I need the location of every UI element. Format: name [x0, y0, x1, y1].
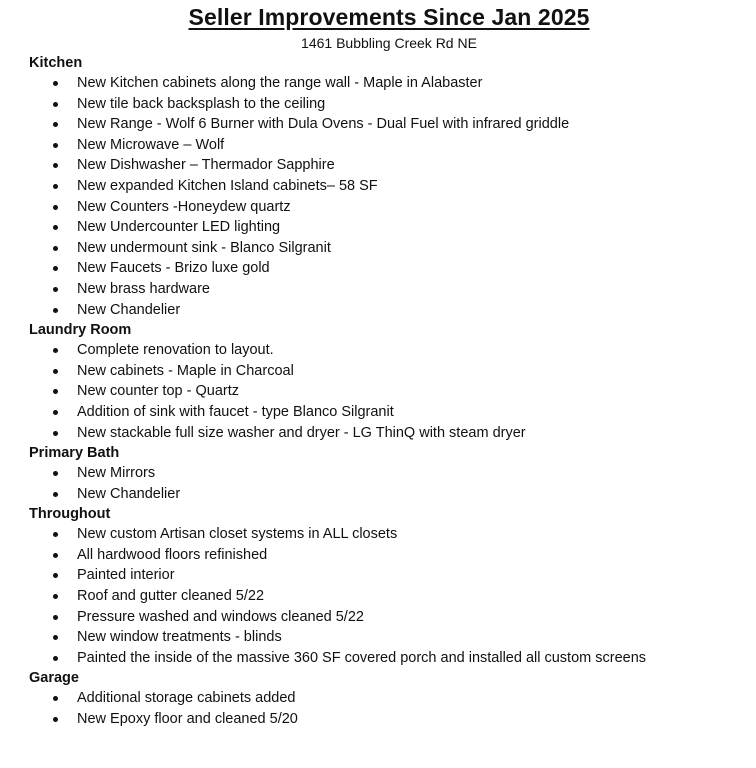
list-item: Pressure washed and windows cleaned 5/22 — [29, 607, 749, 628]
list-item: Additional storage cabinets added — [29, 688, 749, 709]
list-item: Painted interior — [29, 565, 749, 586]
list-item: New Faucets - Brizo luxe gold — [29, 258, 749, 279]
section-heading: Primary Bath — [29, 445, 120, 462]
section-heading: Garage — [29, 670, 79, 687]
section-throughout — [29, 504, 749, 668]
section-laundry-room — [29, 320, 749, 443]
section-heading: Throughout — [29, 506, 111, 523]
bullet-list — [29, 524, 749, 668]
list-item: Roof and gutter cleaned 5/22 — [29, 586, 749, 607]
list-item: New undermount sink - Blanco Silgranit — [29, 238, 749, 259]
list-item: New Dishwasher – Thermador Sapphire — [29, 155, 749, 176]
list-item: New tile back backsplash to the ceiling — [29, 94, 749, 115]
list-item: New Undercounter LED lighting — [29, 217, 749, 238]
list-item: New Range - Wolf 6 Burner with Dula Ovens - Dual Fuel with infrared griddle — [29, 114, 749, 135]
list-item: Complete renovation to layout. — [29, 340, 749, 361]
list-item: New Epoxy floor and cleaned 5/20 — [29, 709, 749, 730]
section-garage — [29, 668, 749, 729]
list-item: New brass hardware — [29, 279, 749, 300]
section-primary-bath — [29, 443, 749, 504]
list-item: New stackable full size washer and dryer - LG ThinQ with steam dryer — [29, 423, 749, 444]
list-item: New cabinets - Maple in Charcoal — [29, 361, 749, 382]
improvement-sections — [29, 53, 749, 730]
bullet-list — [29, 340, 749, 443]
page-title: Seller Improvements Since Jan 2025 — [188, 4, 590, 30]
list-item: New custom Artisan closet systems in ALL closets — [29, 524, 749, 545]
section-heading: Laundry Room — [29, 322, 132, 339]
list-item: New Microwave – Wolf — [29, 135, 749, 156]
section-kitchen — [29, 53, 749, 320]
list-item: New Counters -Honeydew quartz — [29, 197, 749, 218]
section-heading: Kitchen — [29, 55, 83, 71]
bullet-list — [29, 688, 749, 729]
list-item: New window treatments - blinds — [29, 627, 749, 648]
bullet-list — [29, 463, 749, 504]
list-item: New Chandelier — [29, 300, 749, 321]
list-item: Addition of sink with faucet - type Blanco Silgranit — [29, 402, 749, 423]
list-item: Painted the inside of the massive 360 SF covered porch and installed all custom screens — [29, 648, 749, 669]
list-item: New expanded Kitchen Island cabinets– 58 SF — [29, 176, 749, 197]
list-item: New Chandelier — [29, 484, 749, 505]
bullet-list — [29, 73, 749, 320]
list-item: New Mirrors — [29, 463, 749, 484]
property-address: 1461 Bubbling Creek Rd NE — [301, 35, 477, 51]
list-item: New Kitchen cabinets along the range wall - Maple in Alabaster — [29, 73, 749, 94]
list-item: All hardwood floors refinished — [29, 545, 749, 566]
list-item: New counter top - Quartz — [29, 381, 749, 402]
